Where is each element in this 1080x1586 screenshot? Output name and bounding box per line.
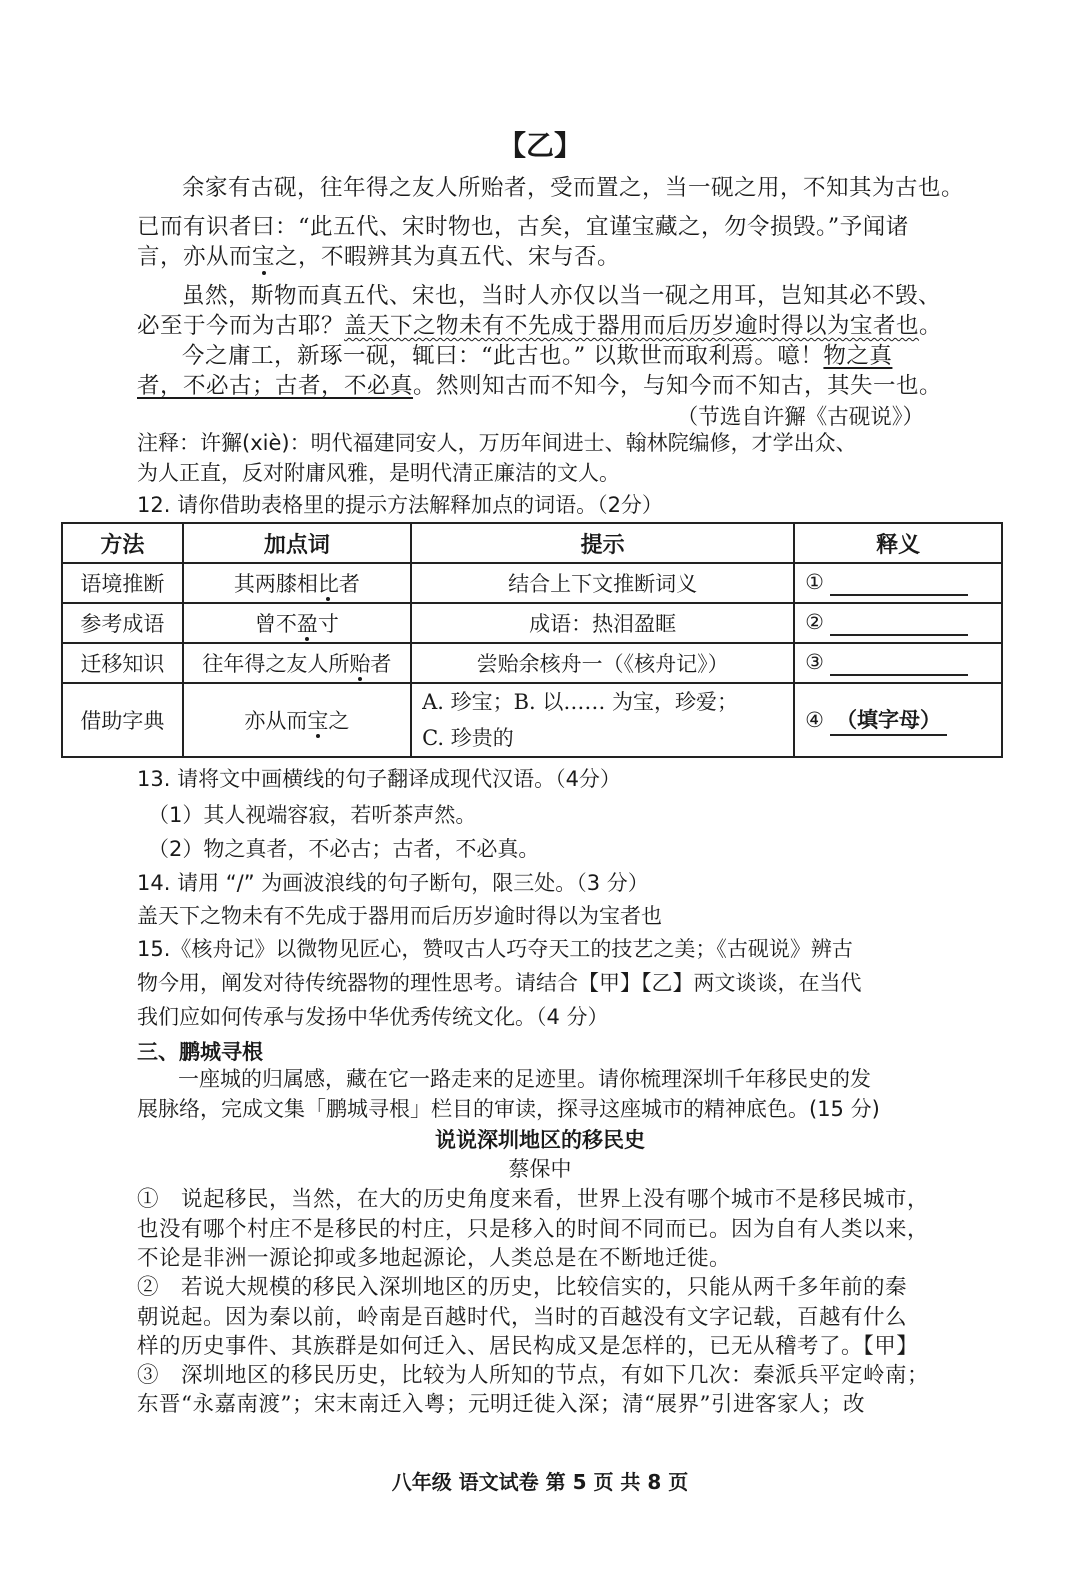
section-title: 【乙】 [497, 129, 582, 162]
dotted-word: 宝 [252, 244, 276, 270]
q13-sentence2: （2）物之真者，不必古；古者，不必真。 [148, 837, 540, 861]
header-word: 加点词 [183, 523, 411, 563]
underlined-sentence-part1: 物之真 [823, 343, 893, 369]
passage-p2-line2: 必至于今而为古耶？盖天下之物未有不先成于器用而后历岁逾时得以为宝者也。 [137, 313, 943, 339]
passage-p1-line2: 已而有识者曰：“此五代、宋时物也，古矣，宜谨宝藏之，勿令损毁。”予闻诸 [137, 214, 909, 240]
article-para1-line1: ① 说起移民，当然，在大的历史角度来看，世界上没有哪个城市不是移民城市， [137, 1187, 930, 1212]
passage-p1-line1: 余家有古砚，往年得之友人所贻者，受而置之，当一砚之用，不知其为古也。 [182, 175, 965, 201]
part3-heading: 三、鹏城寻根 [137, 1040, 263, 1064]
method-cell: 参考成语 [62, 603, 183, 643]
fill-letter-blank[interactable]: （填字母） [830, 704, 947, 736]
hint-cell: A. 珍宝；B. 以…… 为宝，珍爱； C. 珍贵的 [411, 683, 794, 757]
q15-line3: 我们应如何传承与发扬中华优秀传统文化。（4 分） [137, 1005, 609, 1029]
q14-prompt: 14. 请用 “/” 为画波浪线的句子断句，限三处。（3 分） [137, 871, 649, 895]
table-row [62, 563, 1002, 603]
article-para1-line3: 不论是非洲一源论抑或多地起源论，人类总是在不断地迁徙。 [137, 1246, 732, 1271]
article-para2-line2: 朝说起。因为秦以前，岭南是百越时代，当时的百越没有文字记载，百越有什么 [137, 1305, 908, 1330]
hint-cell: 尝贻余核舟一（《核舟记》） [411, 643, 794, 683]
word-cell: 曾不盈寸 [183, 603, 411, 643]
article-para2-line1: ② 若说大规模的移民入深圳地区的历史，比较信实的，只能从两千多年前的秦 [137, 1275, 908, 1300]
article-para3-line1: ③ 深圳地区的移民历史，比较为人所知的节点，有如下几次：秦派兵平定岭南； [137, 1363, 930, 1388]
part3-intro-line1: 一座城的归属感，藏在它一路走来的足迹里。请你梳理深圳千年移民史的发 [178, 1067, 871, 1091]
answer-cell: ① [794, 563, 1002, 603]
word-cell: 往年得之友人所贻者 [183, 643, 411, 683]
article-para2-line3: 样的历史事件、其族群是如何迁入、居民构成又是怎样的，已无从稽考了。【甲】 [137, 1334, 919, 1359]
answer-blank[interactable] [830, 652, 968, 676]
page-footer: 八年级 语文试卷 第 5 页 共 8 页 [391, 1470, 689, 1494]
q12-prompt: 12. 请你借助表格里的提示方法解释加点的词语。（2分） [137, 493, 663, 517]
header-method: 方法 [62, 523, 183, 563]
part3-intro-line2: 展脉络，完成文集「鹏城寻根」栏目的审读，探寻这座城市的精神底色。(15 分) [137, 1097, 880, 1121]
header-hint: 提示 [411, 523, 794, 563]
passage-p1-line3: 言，亦从而宝之，不暇辨其为真五代、宋与否。 [137, 244, 621, 270]
answer-blank[interactable] [830, 612, 968, 636]
word-cell: 其两膝相比者 [183, 563, 411, 603]
q15-line2: 物今用，阐发对待传统器物的理性思考。请结合【甲】【乙】两文谈谈，在当代 [137, 971, 862, 995]
answer-cell: ④ （填字母） [794, 683, 1002, 757]
hint-cell: 结合上下文推断词义 [411, 563, 794, 603]
method-cell: 借助字典 [62, 683, 183, 757]
underlined-sentence-part2: 者，不必古；古者，不必真 [137, 373, 414, 399]
q13-prompt: 13. 请将文中画横线的句子翻译成现代汉语。（4分） [137, 767, 621, 791]
passage-p3-line1: 今之庸工，新琢一砚，辄曰：“此古也。” 以欺世而取利焉。噫！物之真 [182, 343, 893, 369]
article-para3-line2: 东晋“永嘉南渡”；宋末南迁入粤；元明迁徙入深；清“展界”引进客家人；改 [137, 1392, 865, 1417]
q15-line1: 15.《核舟记》以微物见匠心，赞叹古人巧夺天工的技艺之美；《古砚说》辨古 [137, 937, 853, 961]
hint-cell: 成语：热泪盈眶 [411, 603, 794, 643]
q14-sentence: 盖天下之物未有不先成于器用而后历岁逾时得以为宝者也 [137, 904, 662, 928]
header-meaning: 释义 [794, 523, 1002, 563]
passage-p2-line1: 虽然，斯物而真五代、宋也，当时人亦仅以当一砚之用耳，岂知其必不毁、 [182, 283, 942, 309]
note-line2: 为人正直，反对附庸风雅，是明代清正廉洁的文人。 [137, 461, 620, 485]
table-row [62, 683, 1002, 757]
answer-cell: ③ [794, 643, 1002, 683]
article-title: 说说深圳地区的移民史 [435, 1127, 645, 1152]
method-cell: 语境推断 [62, 563, 183, 603]
word-cell: 亦从而宝之 [183, 683, 411, 757]
wavy-underlined-sentence: 盖天下之物未有不先成于器用而后历岁逾时得以为宝者也 [344, 313, 920, 339]
passage-source: （节选自许獬《古砚说》） [676, 405, 924, 430]
note-line1: 注释：许獬(xiè)：明代福建同安人，万历年间进士、翰林院编修，才学出众、 [137, 431, 857, 455]
table-header-row [62, 523, 1002, 563]
table-row [62, 643, 1002, 683]
answer-cell: ② [794, 603, 1002, 643]
article-author: 蔡保中 [508, 1157, 572, 1181]
passage-p3-line2: 者，不必古；古者，不必真。然则知古而不知今，与知今而不知古，其失一也。 [137, 373, 943, 399]
q12-table [61, 522, 1003, 758]
table-row [62, 603, 1002, 643]
answer-blank[interactable] [830, 572, 968, 596]
article-para1-line2: 也没有哪个村庄不是移民的村庄，只是移入的时间不同而已。因为自有人类以来， [137, 1217, 930, 1242]
method-cell: 迁移知识 [62, 643, 183, 683]
q13-sentence1: （1）其人视端容寂，若听茶声然。 [148, 803, 477, 827]
